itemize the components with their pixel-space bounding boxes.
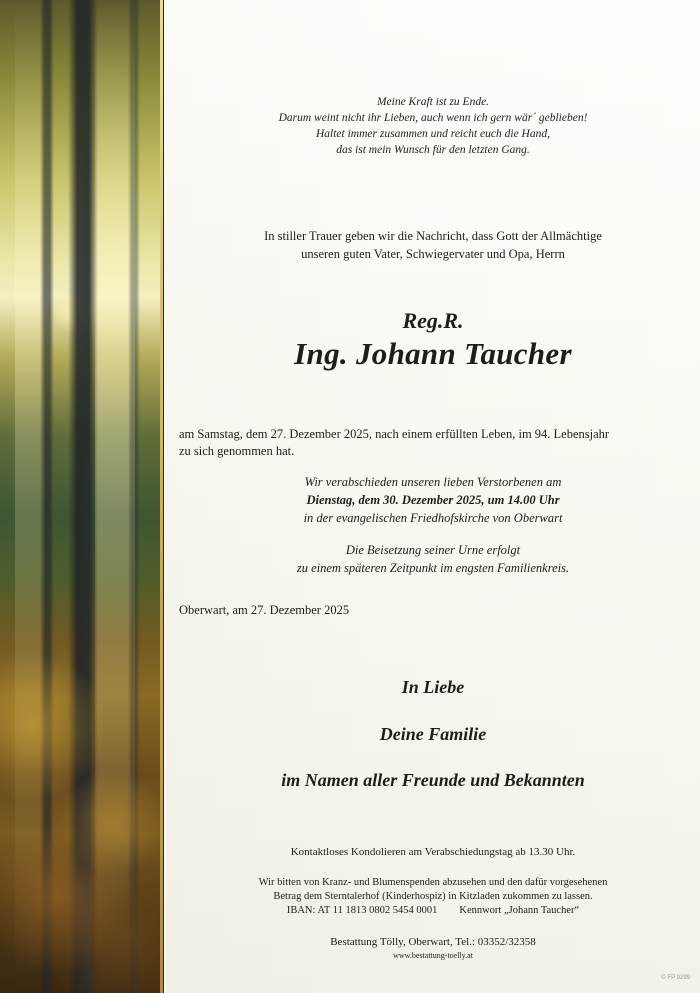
donation-line: Wir bitten von Kranz- und Blumenspenden abzusehen und den dafür vorgesehenen bbox=[258, 877, 608, 888]
funeral-service bbox=[166, 473, 700, 527]
announcement-line: In stiller Trauer geben wir die Nachricht, dass Gott der Allmächtige bbox=[264, 229, 602, 243]
service-datetime: Dienstag, dem 30. Dezember 2025, um 14.00 Uhr bbox=[306, 493, 560, 507]
undertaker-website: www.bestattung-toelly.at bbox=[393, 951, 473, 960]
poem-line: Meine Kraft ist zu Ende. bbox=[376, 96, 490, 108]
poem bbox=[166, 94, 700, 158]
donation-bank bbox=[166, 904, 700, 918]
announcement bbox=[166, 227, 700, 263]
death-notice bbox=[179, 426, 694, 460]
print-code: © FP 9299 bbox=[661, 975, 690, 981]
condolence-note: Kontaktloses Kondolieren am Verabschiedungstag ab 13.30 Uhr. bbox=[290, 846, 576, 858]
obituary-content bbox=[166, 0, 700, 993]
poem-line: Haltet immer zusammen und reicht euch die Hand, bbox=[315, 128, 550, 140]
death-notice-line: am Samstag, dem 27. Dezember 2025, nach einem erfüllten Leben, im 94. Lebensjahr bbox=[179, 427, 610, 441]
deceased-name: Ing. Johann Taucher bbox=[294, 336, 572, 371]
burial-info bbox=[166, 541, 700, 577]
signature-line-3: im Namen aller Freunde und Bekannten bbox=[281, 770, 585, 790]
deceased-title: Reg.R. bbox=[402, 308, 464, 333]
poem-line: das ist mein Wunsch für den letzten Gang. bbox=[336, 144, 530, 156]
fern-foliage bbox=[0, 613, 161, 993]
burial-line: Die Beisetzung seiner Urne erfolgt bbox=[345, 543, 521, 557]
donation-keyword: Kennwort „Johann Taucher“ bbox=[459, 905, 580, 916]
donation-line: Betrag dem Sterntalerhof (Kinderhospiz) in Kitzladen zukommen zu lassen. bbox=[273, 891, 593, 902]
burial-line: zu einem späteren Zeitpunkt im engsten Familienkreis. bbox=[296, 561, 570, 575]
service-intro: Wir verabschieden unseren lieben Verstorbenen am bbox=[304, 475, 562, 489]
undertaker-info: Bestattung Tölly, Oberwart, Tel.: 03352/32358 bbox=[330, 936, 536, 948]
service-location: in der evangelischen Friedhofskirche von Oberwart bbox=[303, 511, 563, 525]
death-notice-line: zu sich genommen hat. bbox=[179, 444, 295, 458]
signature-line-2: Deine Familie bbox=[379, 724, 487, 744]
forest-photo bbox=[0, 0, 161, 993]
donation-request bbox=[166, 876, 700, 918]
announcement-line: unseren guten Vater, Schwiegervater und Opa, Herrn bbox=[301, 247, 565, 261]
place-date: Oberwart, am 27. Dezember 2025 bbox=[179, 603, 350, 617]
signature-line-1: In Liebe bbox=[401, 677, 465, 697]
iban: IBAN: AT 11 1813 0802 5454 0001 bbox=[286, 905, 438, 916]
poem-line: Darum weint nicht ihr Lieben, auch wenn ich gern wär´ geblieben! bbox=[278, 112, 588, 124]
strip-border-line bbox=[163, 0, 164, 993]
